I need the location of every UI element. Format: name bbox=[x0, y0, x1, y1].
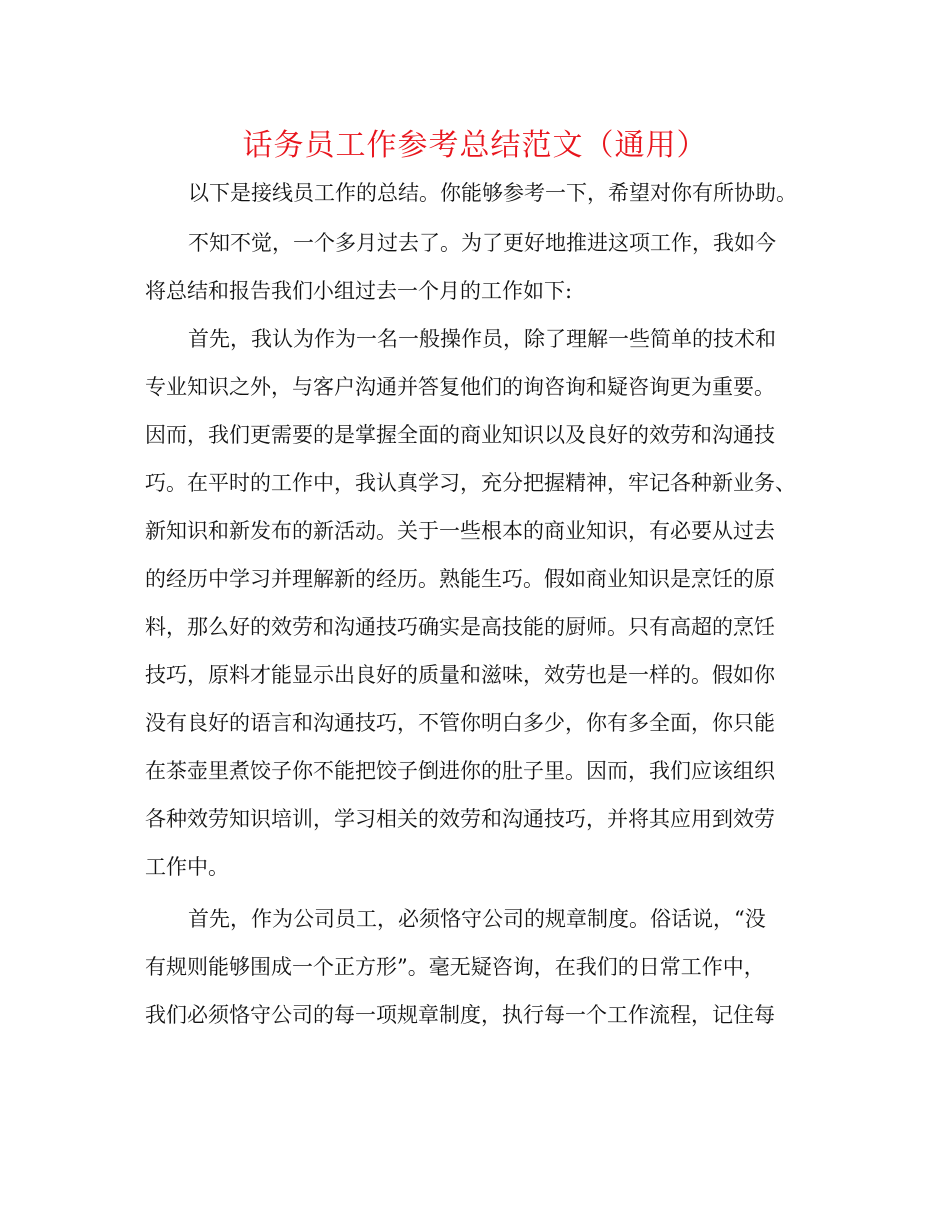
paragraph-line: 在茶壶里煮饺子你不能把饺子倒进你的肚子里。因而，我们应该组织 bbox=[145, 759, 775, 783]
paragraph-line: 技巧，原料才能显示出良好的质量和滋味，效劳也是一样的。假如你 bbox=[145, 663, 775, 687]
paragraph-line: 各种效劳知识培训，学习相关的效劳和沟通技巧，并将其应用到效劳 bbox=[145, 807, 775, 831]
paragraph-line: 新知识和新发布的新活动。关于一些根本的商业知识，有必要从过去 bbox=[145, 519, 775, 543]
paragraph-line: 巧。在平时的工作中，我认真学习，充分把握精神，牢记各种新业务、 bbox=[145, 471, 796, 495]
paragraph-line: 工作中。 bbox=[145, 855, 229, 879]
paragraph-line: 将总结和报告我们小组过去一个月的工作如下: bbox=[145, 279, 573, 303]
paragraph-line: 不知不觉，一个多月过去了。为了更好地推进这项工作，我如今 bbox=[188, 231, 776, 255]
document-title: 话务员工作参考总结范文（通用） bbox=[242, 128, 708, 163]
paragraph-line: 因而，我们更需要的是掌握全面的商业知识以及良好的效劳和沟通技 bbox=[145, 423, 775, 447]
paragraph-line: 料，那么好的效劳和沟通技巧确实是高技能的厨师。只有高超的烹饪 bbox=[145, 615, 775, 639]
paragraph-line: 有规则能够围成一个正方形”。毫无疑咨询，在我们的日常工作中， bbox=[145, 955, 765, 979]
paragraph-line: 我们必须恪守公司的每一项规章制度，执行每一个工作流程，记住每 bbox=[145, 1003, 775, 1027]
paragraph-line: 首先，我认为作为一名一般操作员，除了理解一些简单的技术和 bbox=[188, 327, 776, 351]
paragraph-line: 专业知识之外，与客户沟通并答复他们的询咨询和疑咨询更为重要。 bbox=[145, 375, 775, 399]
paragraph-line: 以下是接线员工作的总结。你能够参考一下，希望对你有所协助。 bbox=[188, 181, 797, 205]
paragraph-line: 没有良好的语言和沟通技巧，不管你明白多少，你有多全面，你只能 bbox=[145, 711, 775, 735]
paragraph-line: 的经历中学习并理解新的经历。熟能生巧。假如商业知识是烹饪的原 bbox=[145, 567, 775, 591]
paragraph-line: 首先，作为公司员工，必须恪守公司的规章制度。俗话说，“没 bbox=[188, 907, 766, 931]
